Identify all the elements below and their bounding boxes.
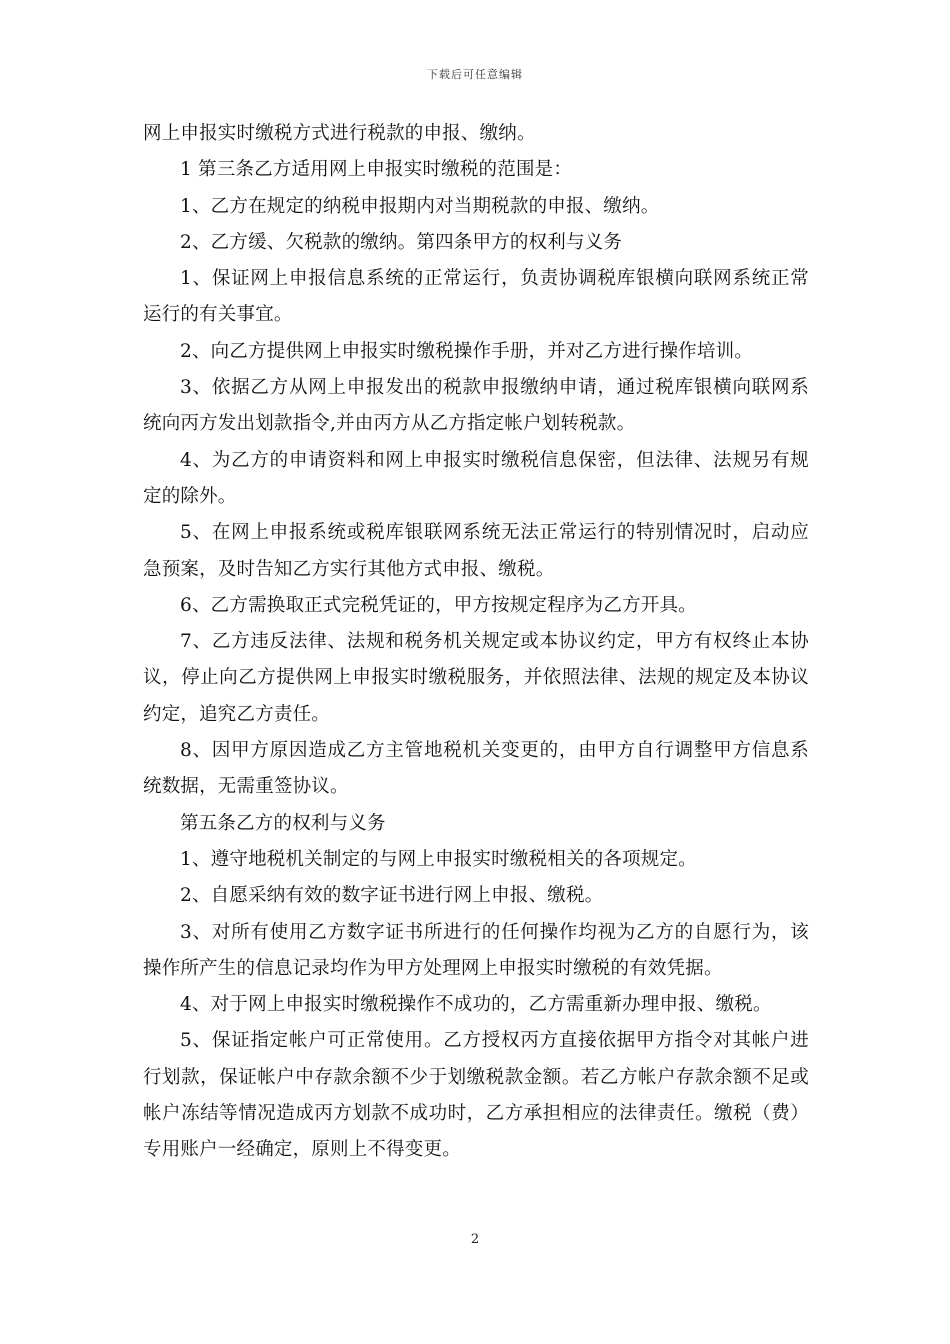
paragraph: 7、乙方违反法律、法规和税务机关规定或本协议约定，甲方有权终止本协议，停止向乙方提供网上申报实时缴税服务，并依照法律、法规的规定及本协议约定，追究乙方责任。 bbox=[143, 631, 809, 725]
paragraph: 1、乙方在规定的纳税申报期内对当期税款的申报、缴纳。 bbox=[180, 195, 660, 217]
paragraph: 3、依据乙方从网上申报发出的税款申报缴纳申请，通过税库银横向联网系统向丙方发出划款指令,并由丙方从乙方指定帐户划转税款。 bbox=[143, 377, 809, 435]
paragraph: 网上申报实时缴税方式进行税款的申报、缴纳。 bbox=[143, 123, 536, 144]
paragraph: 6、乙方需换取正式完税凭证的，甲方按规定程序为乙方开具。 bbox=[180, 594, 697, 616]
paragraph: 1 第三条乙方适用网上申报实时缴税的范围是： bbox=[180, 159, 573, 181]
paragraph: 2、自愿采纳有效的数字证书进行网上申报、缴税。 bbox=[180, 885, 604, 907]
page-header: 下载后可任意编辑 bbox=[427, 68, 523, 81]
paragraph: 1、遵守地税机关制定的与网上申报实时缴税相关的各项规定。 bbox=[180, 848, 697, 870]
paragraph: 4、为乙方的申请资料和网上申报实时缴税信息保密，但法律、法规另有规定的除外。 bbox=[143, 449, 809, 507]
paragraph: 5、在网上申报系统或税库银联网系统无法正常运行的特别情况时，启动应急预案，及时告知乙方实行其他方式申报、缴税。 bbox=[143, 522, 809, 580]
paragraph: 3、对所有使用乙方数字证书所进行的任何操作均视为乙方的自愿行为，该操作所产生的信息记录均作为甲方处理网上申报实时缴税的有效凭据。 bbox=[143, 921, 809, 979]
document-body bbox=[143, 116, 809, 1169]
paragraph: 2、向乙方提供网上申报实时缴税操作手册，并对乙方进行操作培训。 bbox=[180, 340, 753, 362]
paragraph: 2、乙方缓、欠税款的缴纳。第四条甲方的权利与义务 bbox=[180, 231, 623, 253]
paragraph: 4、对于网上申报实时缴税操作不成功的，乙方需重新办理申报、缴税。 bbox=[180, 994, 772, 1016]
paragraph: 5、保证指定帐户可正常使用。乙方授权丙方直接依据甲方指令对其帐户进行划款，保证帐户中存款余额不少于划缴税款金额。若乙方帐户存款余额不足或帐户冻结等情况造成丙方划款不成功时，乙方承担相应的法律责任。缴税（费）专用账户一经确定，原则上不得变更。 bbox=[143, 1030, 809, 1161]
paragraph: 第五条乙方的权利与义务 bbox=[180, 812, 386, 834]
page-number: 2 bbox=[470, 1232, 480, 1247]
paragraph: 1、保证网上申报信息系统的正常运行，负责协调税库银横向联网系统正常运行的有关事宜。 bbox=[143, 268, 809, 326]
paragraph: 8、因甲方原因造成乙方主管地税机关变更的，由甲方自行调整甲方信息系统数据，无需重签协议。 bbox=[143, 740, 809, 798]
